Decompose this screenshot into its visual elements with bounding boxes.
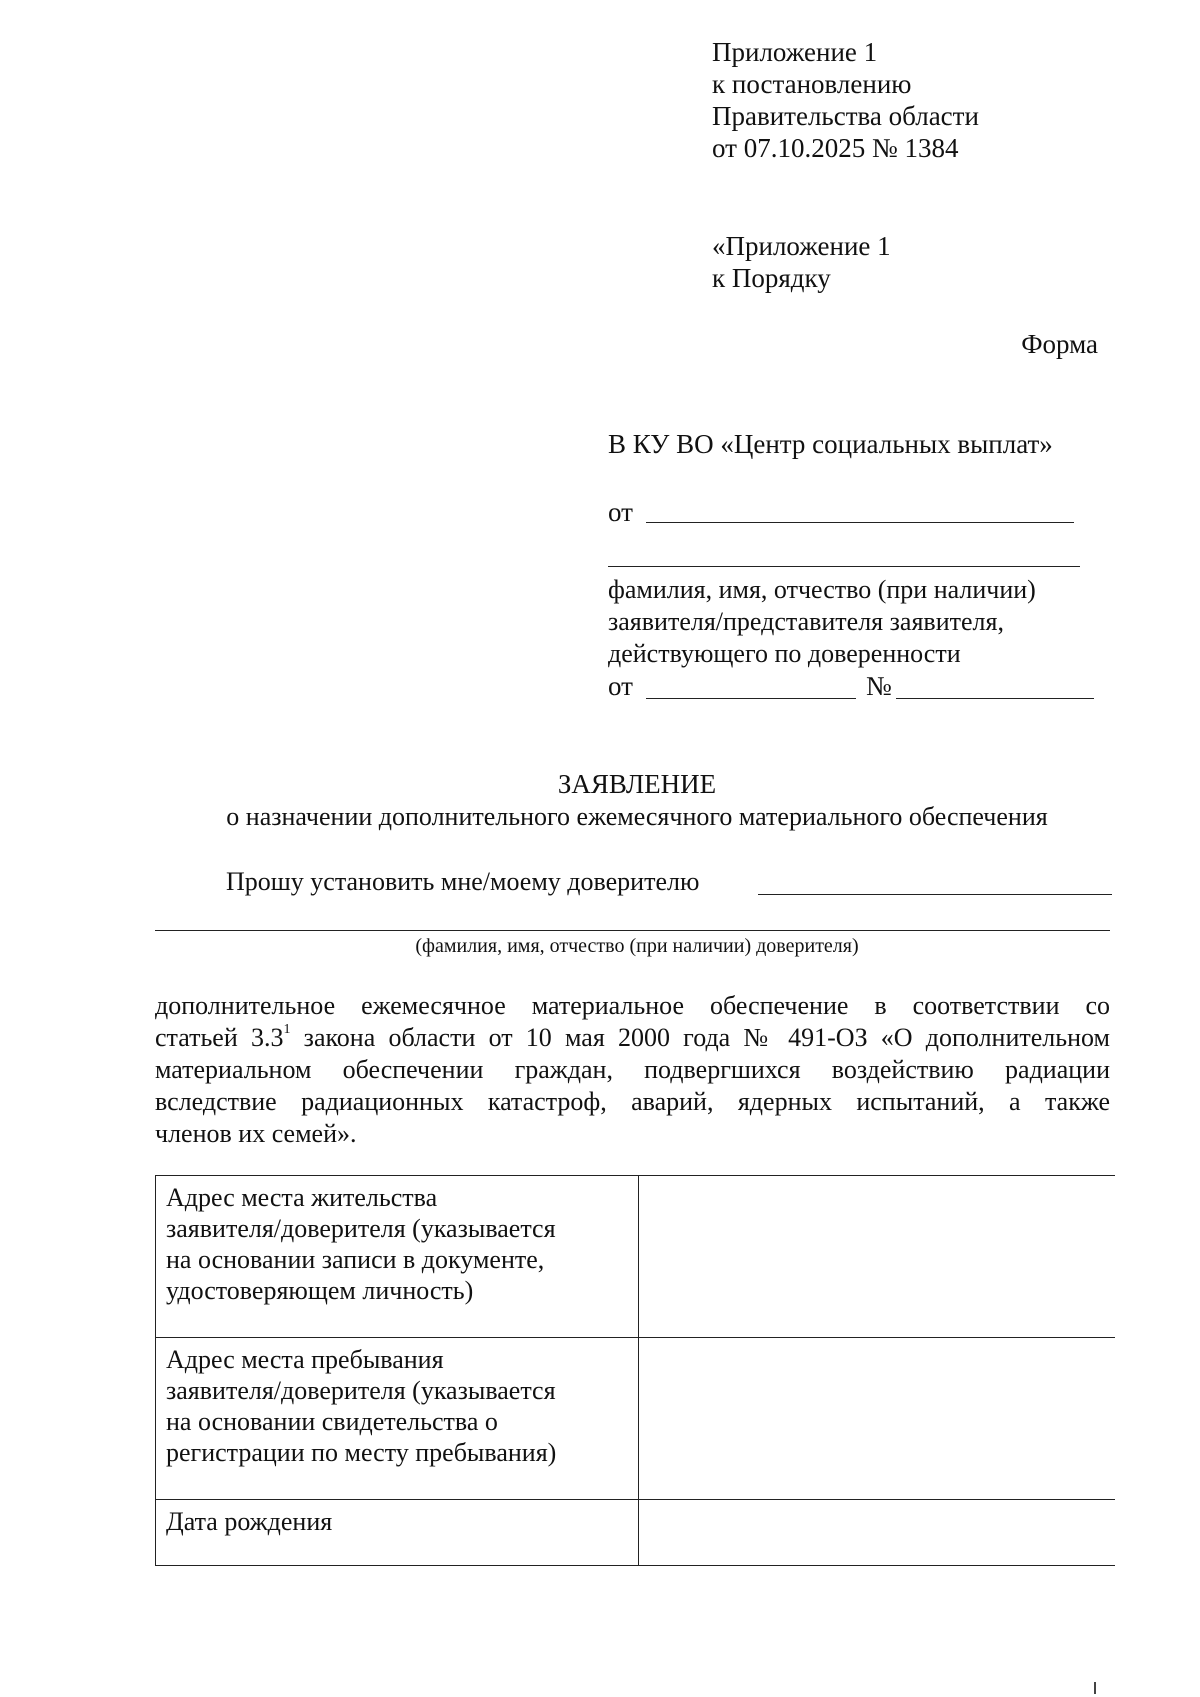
form-label: Форма <box>1021 329 1098 359</box>
label-line: заявителя/доверителя (указывается <box>166 1376 556 1405</box>
trustee-name-field[interactable] <box>758 894 1112 895</box>
request-text: Прошу установить мне/моему доверителю <box>226 867 700 896</box>
trustee-name-field-line2[interactable] <box>155 930 1110 931</box>
appendix-line: от 07.10.2025 № 1384 <box>712 133 959 163</box>
appendix-line: Правительства области <box>712 101 979 131</box>
addressee-caption <box>608 574 1036 670</box>
poa-date-field[interactable] <box>646 698 856 699</box>
label-line: Адрес места пребывания <box>166 1345 444 1374</box>
body-line <box>155 1022 1110 1054</box>
row-label <box>156 1338 639 1500</box>
scan-mark <box>1094 1682 1096 1694</box>
appendix-line: Приложение 1 <box>712 37 878 67</box>
applicant-info-table <box>155 1175 1115 1566</box>
body-line: членов их семей». <box>155 1119 357 1148</box>
sub-appendix-line: «Приложение 1 <box>712 231 891 261</box>
table-row <box>156 1500 1116 1566</box>
body-line: вследствие радиационных катастроф, аварий, ядерных испытаний, а также <box>155 1087 1110 1116</box>
superscript: 1 <box>283 1022 291 1038</box>
body-paragraph <box>155 990 1110 1150</box>
caption-line: заявителя/представителя заявителя, <box>608 607 1004 636</box>
label-line: на основании записи в документе, <box>166 1245 545 1274</box>
applicant-name-field-line2[interactable] <box>608 566 1080 567</box>
addressee-to: В КУ ВО «Центр социальных выплат» <box>608 429 1053 459</box>
document-subtitle: о назначении дополнительного ежемесячного материального обеспечения <box>226 802 1048 831</box>
poa-number-field[interactable] <box>896 698 1094 699</box>
residence-address-field[interactable] <box>639 1176 1116 1338</box>
poa-number-prefix: № <box>866 671 892 701</box>
from-prefix: от <box>608 497 633 527</box>
label-line: на основании свидетельства о <box>166 1407 498 1436</box>
label-line: заявителя/доверителя (указывается <box>166 1214 556 1243</box>
body-line: материальном обеспечении граждан, подвергшихся воздействию радиации <box>155 1055 1110 1084</box>
label-line: удостоверяющем личность) <box>166 1276 474 1305</box>
sub-appendix-line: к Порядку <box>712 263 831 293</box>
trustee-caption: (фамилия, имя, отчество (при наличии) доверителя) <box>415 935 859 957</box>
label-line: Дата рождения <box>166 1507 333 1536</box>
body-line-part: закона области от 10 мая 2000 года № 491-ОЗ «О дополнительном <box>290 1023 1110 1052</box>
birth-date-field[interactable] <box>639 1500 1116 1566</box>
caption-line: действующего по доверенности <box>608 639 961 668</box>
body-line: дополнительное ежемесячное материальное обеспечение в соответствии со <box>155 991 1110 1020</box>
caption-line: фамилия, имя, отчество (при наличии) <box>608 575 1036 604</box>
stay-address-field[interactable] <box>639 1338 1116 1500</box>
label-line: Адрес места жительства <box>166 1183 438 1212</box>
appendix-header <box>712 36 979 164</box>
poa-date-prefix: от <box>608 671 633 701</box>
table-row <box>156 1338 1116 1500</box>
label-line: регистрации по месту пребывания) <box>166 1438 557 1467</box>
document-title: ЗАЯВЛЕНИЕ <box>557 769 717 799</box>
row-label <box>156 1500 639 1566</box>
applicant-name-field[interactable] <box>646 522 1074 523</box>
row-label <box>156 1176 639 1338</box>
table-row <box>156 1176 1116 1338</box>
body-line-part: статьей 3.3 <box>155 1023 284 1052</box>
appendix-line: к постановлению <box>712 69 912 99</box>
sub-appendix-header <box>712 230 891 294</box>
